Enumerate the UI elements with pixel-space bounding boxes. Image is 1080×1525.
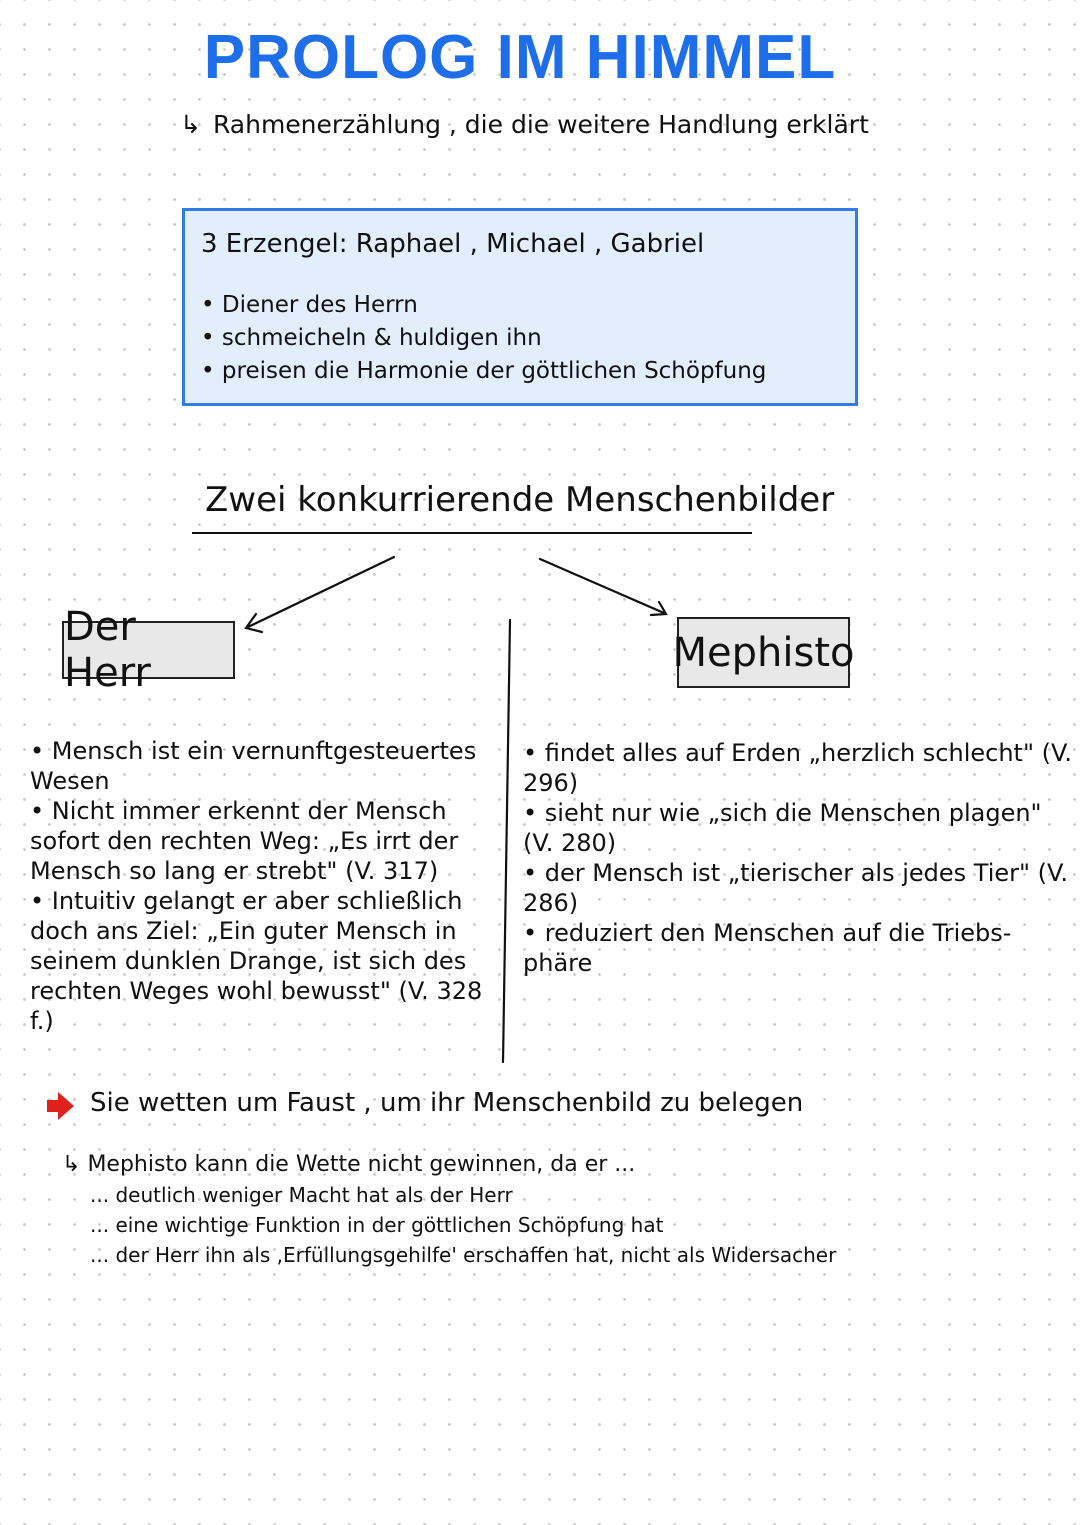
list-item: • der Mensch ist „tierischer als jedes Tier" (V. 286) xyxy=(523,858,1073,918)
herr-points-list xyxy=(30,736,490,1036)
conclusion-text: Sie wetten um Faust , um ihr Menschenbild zu belegen xyxy=(90,1088,804,1118)
reasons-lead: ↳ Mephisto kann die Wette nicht gewinnen, da er ... xyxy=(62,1150,836,1180)
arrow-right-icon xyxy=(540,559,664,613)
list-item: • Intuitiv gelangt er aber schließlich doch ans Ziel: „Ein guter Mensch in seinem dunklen Drange, ist sich des rechten Weges wohl bewusst" (V. 328 f.) xyxy=(30,886,490,1036)
subtitle-text: Rahmenerzählung , die die weitere Handlung erklärt xyxy=(212,110,869,139)
divider-line xyxy=(503,620,510,1062)
mephisto-points-list xyxy=(523,738,1073,978)
list-item: • findet alles auf Erden „herzlich schlecht" (V. 296) xyxy=(523,738,1073,798)
page-title: PROLOG IM HIMMEL xyxy=(203,23,837,92)
list-item: ... der Herr ihn als ,Erfüllungsgehilfe' erschaffen hat, nicht als Widersacher xyxy=(62,1240,836,1270)
list-item: • Diener des Herrn xyxy=(201,289,766,322)
reasons-block xyxy=(62,1150,836,1270)
list-item: ... deutlich weniger Macht hat als der Herr xyxy=(62,1180,836,1210)
arrow-left-icon xyxy=(248,557,394,627)
list-item: • preisen die Harmonie der göttlichen Schöpfung xyxy=(201,355,766,388)
comparison-title: Zwei konkurrierende Menschenbilder xyxy=(205,480,835,520)
der-herr-label: Der Herr xyxy=(62,621,235,679)
list-item: • schmeicheln & huldigen ihn xyxy=(201,322,766,355)
arrow-return-icon: ↳ xyxy=(180,110,201,139)
archangels-heading: 3 Erzengel: Raphael , Michael , Gabriel xyxy=(201,229,705,259)
mephisto-label: Mephisto xyxy=(677,617,850,688)
list-item: • Nicht immer erkennt der Mensch sofort den rechten Weg: „Es irrt der Mensch so lang er strebt" (V. 317) xyxy=(30,796,490,886)
list-item: • reduziert den Menschen auf die Triebs-phäre xyxy=(523,918,1073,978)
list-item: ... eine wichtige Funktion in der göttlichen Schöpfung hat xyxy=(62,1210,836,1240)
list-item: • Mensch ist ein vernunftgesteuertes Wesen xyxy=(30,736,490,796)
list-item: • sieht nur wie „sich die Menschen plagen" (V. 280) xyxy=(523,798,1073,858)
conclusion xyxy=(46,1088,803,1118)
